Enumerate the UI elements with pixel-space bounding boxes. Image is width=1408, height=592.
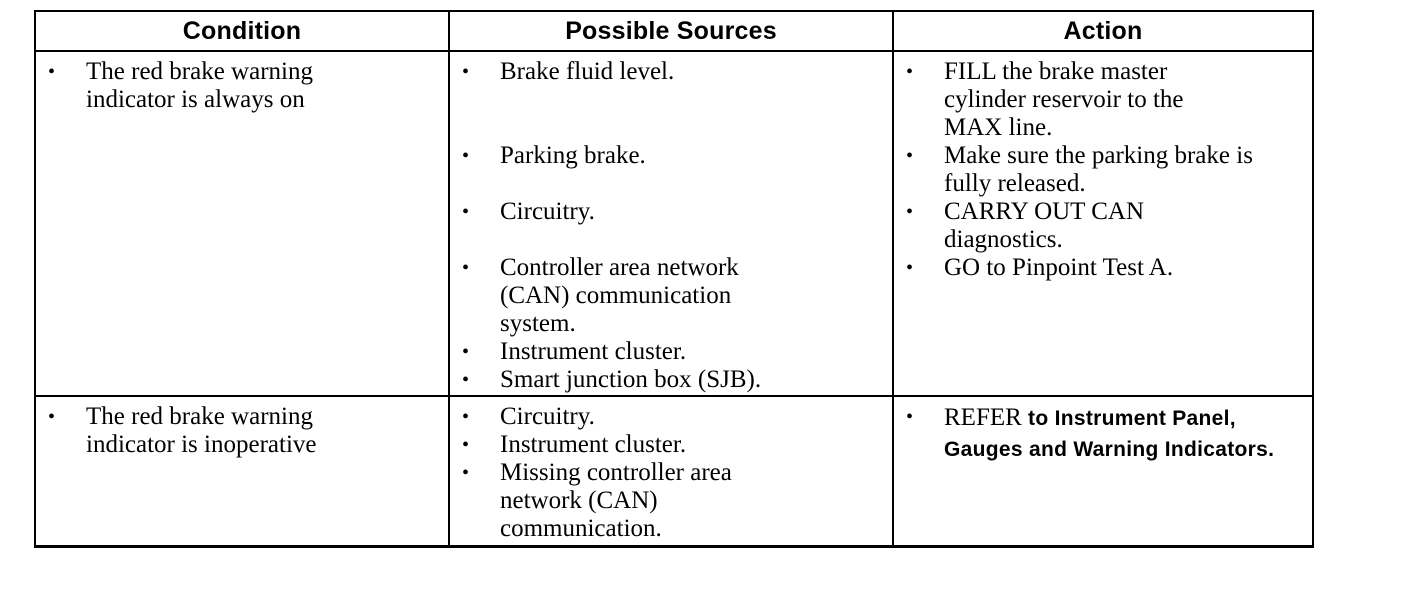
source-item: • Circuitry. — [462, 403, 595, 430]
bullet-icon: • — [48, 61, 56, 83]
condition-cell — [35, 396, 449, 547]
bullet-icon: • — [48, 406, 56, 428]
condition-header: Condition — [35, 11, 449, 51]
bullet-icon: • — [462, 145, 470, 167]
source-item: • Brake fluid level. — [462, 58, 675, 85]
header-row — [35, 11, 1313, 51]
bullet-icon: • — [906, 61, 914, 83]
bullet-icon: • — [462, 369, 470, 391]
source-item: • Instrument cluster. — [462, 431, 687, 458]
source-item: • Controller area network (CAN) communication system. — [462, 254, 739, 337]
source-item: • Missing controller area network (CAN) communication. — [462, 459, 732, 542]
table-row — [35, 51, 1313, 396]
source-item: • Instrument cluster. — [462, 338, 687, 365]
action-cell — [893, 396, 1313, 547]
bullet-icon: • — [462, 462, 470, 484]
bullet-icon: • — [906, 145, 914, 167]
action-item: • Make sure the parking brake is fully released. — [906, 142, 1253, 197]
condition-item: • The red brake warning indicator is inoperative — [48, 403, 317, 458]
bullet-icon: • — [462, 257, 470, 279]
bullet-icon: • — [462, 406, 470, 428]
action-header: Action — [893, 11, 1313, 51]
source-item: • Parking brake. — [462, 142, 646, 169]
diagnosis-table — [34, 10, 1314, 548]
refer-target: to Instrument Panel, Gauges and Warning Indicators. — [944, 407, 1275, 461]
action-item — [902, 403, 1304, 465]
source-item: • Circuitry. — [462, 198, 595, 225]
bullet-icon: • — [906, 201, 914, 223]
action-item: • FILL the brake master cylinder reservoir to the MAX line. — [906, 58, 1184, 141]
action-item: • GO to Pinpoint Test A. — [906, 254, 1174, 281]
bullet-icon: • — [462, 341, 470, 363]
source-item: • Smart junction box (SJB). — [462, 366, 762, 393]
action-item: • CARRY OUT CAN diagnostics. — [906, 198, 1145, 253]
condition-item: • The red brake warning indicator is always on — [48, 58, 313, 113]
sources-cell — [449, 396, 893, 547]
bullet-icon: • — [906, 406, 914, 428]
bullet-icon: • — [906, 257, 914, 279]
condition-cell — [35, 51, 449, 396]
table-row — [35, 396, 1313, 547]
sources-cell — [449, 51, 893, 396]
action-cell — [893, 51, 1313, 396]
bullet-icon: • — [462, 201, 470, 223]
refer-verb: REFER — [944, 404, 1022, 431]
bullet-icon: • — [462, 61, 470, 83]
bullet-icon: • — [462, 434, 470, 456]
sources-header: Possible Sources — [449, 11, 893, 51]
